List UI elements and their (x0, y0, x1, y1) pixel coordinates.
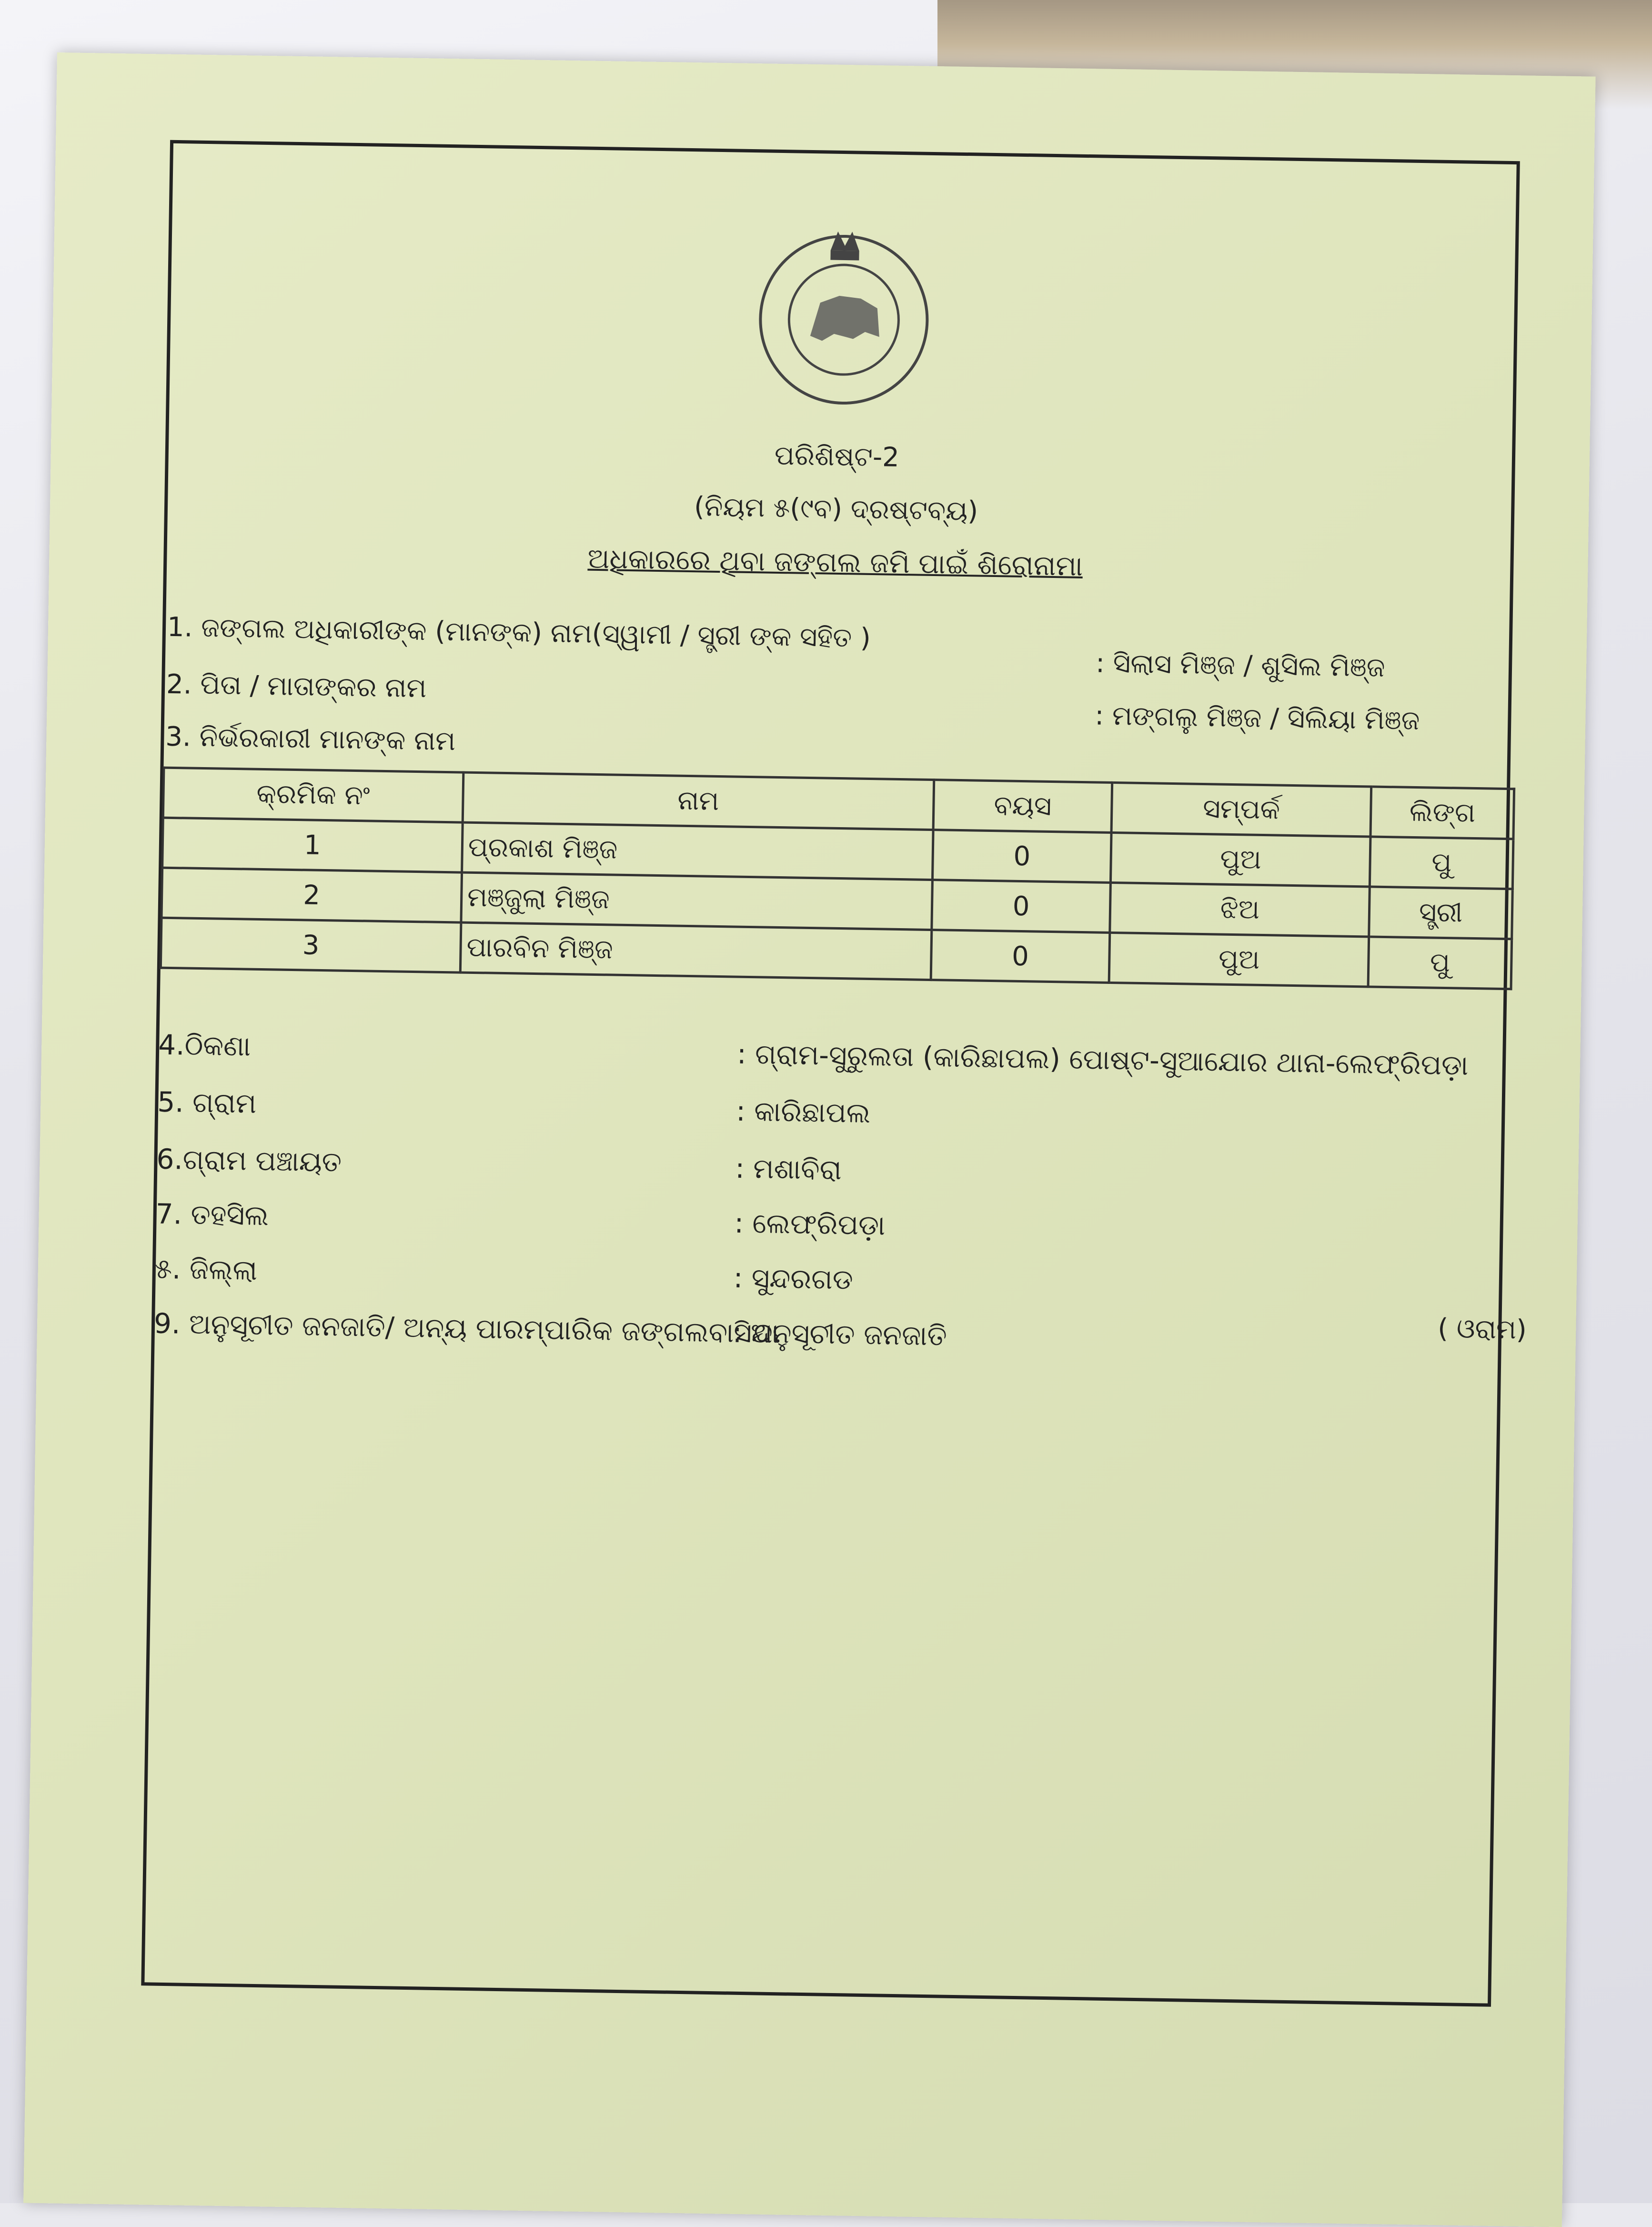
relation-cell: ପୁଅ (1111, 832, 1371, 887)
appendix-heading: ପରିଶିଷ୍ଟ-2 (774, 440, 900, 473)
category-value: : ଅନୁସୂଚୀତ ଜନଜାତି (732, 1316, 947, 1352)
col-name: ନାମ (463, 772, 934, 830)
age-cell: 0 (931, 930, 1110, 983)
holder-name-label: 1. ଜଙ୍ଗଲ ଅଧିକାରୀଙ୍କ (ମାନଙ୍କ) ନାମ(ସ୍ୱାମୀ / ସ୍ତ୍ରୀ ଙ୍କ ସହିତ ) (167, 611, 871, 654)
dependents-table (160, 767, 1515, 991)
gender-cell: ସ୍ତ୍ରୀ (1369, 887, 1512, 939)
panchayat-value: : ମଶାବିରା (735, 1152, 842, 1186)
name-cell: ପ୍ରକାଶ ମିଞ୍ଜ (462, 822, 933, 880)
gender-cell: ପୁ (1368, 937, 1511, 989)
col-serial: କ୍ରମିକ ନଂ (163, 768, 463, 822)
serial-cell: 2 (161, 868, 462, 922)
age-cell: 0 (932, 830, 1111, 883)
serial-cell: 3 (161, 918, 461, 972)
tehsil-value: : ଲେଫ୍ରିପଡ଼ା (734, 1206, 886, 1242)
age-cell: 0 (932, 880, 1111, 933)
document-sheet (23, 52, 1596, 2227)
col-gender: ଲିଙ୍ଗ (1370, 787, 1514, 839)
village-value: : କାରିଛାପଲ (735, 1094, 871, 1130)
document-title: ଅଧିକାରରେ ଥିବା ଜଙ୍ଗଲ ଜମି ପାଇଁ ଶିରୋନାମା (587, 542, 1083, 582)
category-label: 9. ଅନୁସୂଚୀତ ଜନଜାତି/ ଅନ୍ୟ ପାରମ୍ପାରିକ ଜଙ୍ଗଲବାସିନ୍ଦା (153, 1307, 779, 1350)
dependents-label: 3. ନିର୍ଭରକାରୀ ମାନଙ୍କ ନାମ (165, 721, 456, 757)
tribe-name: ( ଓରାମ) (1437, 1313, 1527, 1346)
tehsil-label: 7. ତହସିଲ (155, 1197, 269, 1232)
district-value: : ସୁନ୍ଦରଗଡ (733, 1261, 854, 1296)
rule-reference: (ନିୟମ ୫(୯ବ) ଦ୍ରଷ୍ଟବ୍ୟ) (694, 491, 978, 527)
col-relation: ସମ୍ପର୍କ (1111, 782, 1371, 837)
village-label: 5. ଗ୍ରାମ (157, 1085, 257, 1120)
address-value: : ଗ୍ରାମ-ସୁରୁଲତା (କାରିଛାପଲ) ପୋଷ୍ଟ-ସୁଆଯୋର ଥାନା-ଲେଫ୍ରିପଡ଼ା (736, 1037, 1469, 1082)
district-label: ୫. ଜିଲ୍ଲା (154, 1252, 258, 1286)
gender-cell: ପୁ (1370, 837, 1513, 889)
col-age: ବୟସ (933, 780, 1112, 833)
panchayat-label: 6.ଗ୍ରାମ ପଞ୍ଚାୟତ (156, 1143, 342, 1178)
government-seal-icon (757, 216, 931, 409)
relation-cell: ପୁଅ (1109, 932, 1369, 987)
address-label: 4.ଠିକଣା (158, 1028, 251, 1063)
serial-cell: 1 (162, 818, 463, 872)
parent-name-label: 2. ପିତା / ମାତାଙ୍କର ନାମ (166, 668, 427, 704)
relation-cell: ଝିଅ (1110, 882, 1370, 937)
name-cell: ପାରବିନ ମିଞ୍ଜ (460, 922, 932, 980)
name-cell: ମଞ୍ଜୁଲା ମିଞ୍ଜ (461, 872, 933, 930)
holder-name-value: : ସିଲାସ ମିଞ୍ଜ / ଶୁସିଲ ମିଞ୍ଜ (1095, 648, 1386, 683)
parent-name-value: : ମଙ୍ଗଲୁ ମିଞ୍ଜ / ସିଲିୟା ମିଞ୍ଜ (1094, 700, 1420, 737)
